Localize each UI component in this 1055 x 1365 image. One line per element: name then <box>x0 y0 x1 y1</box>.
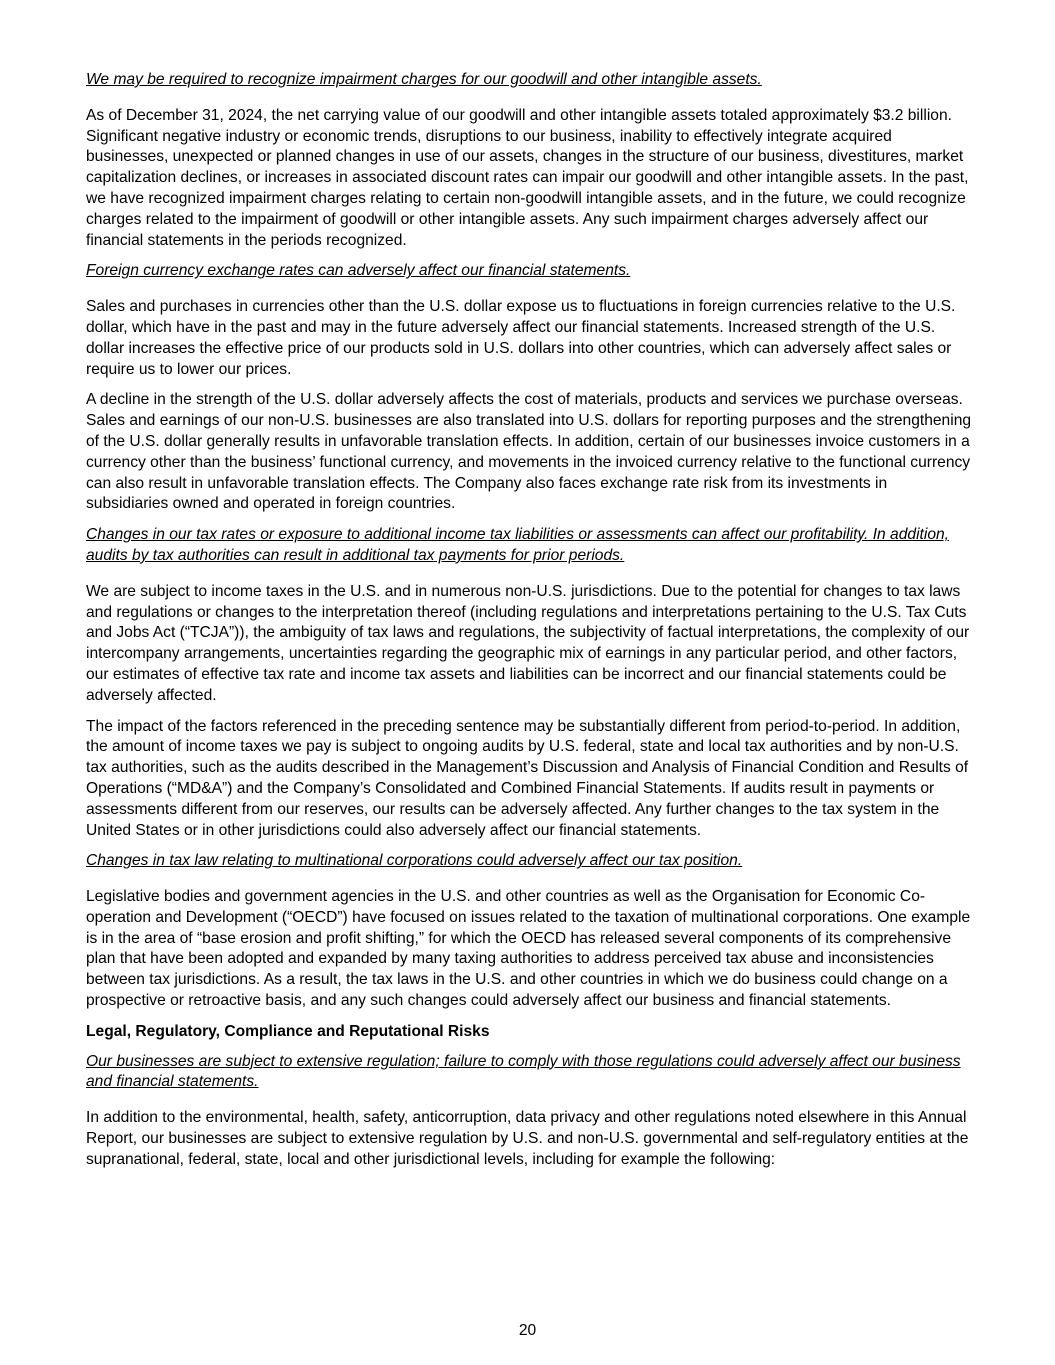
paragraph-impairment: As of December 31, 2024, the net carrying value of our goodwill and other intangible assets totaled approximately $3.2 billion. Significant negative industry or economic trends, disruptions to our business, inability to effectively integrate acquired businesses, unexpected or planned changes in use of our assets, changes in the structure of our business, divestitures, market capitalization declines, or increases in associated discount rates can impair our goodwill and other intangible assets. In the past, we have recognized impairment charges relating to certain non-goodwill intangible assets, and in the future, we could recognize charges related to the impairment of goodwill or other intangible assets. Any such impairment charges adversely affect our financial statements in the periods recognized. <box>86 106 969 249</box>
heading-currency: Foreign currency exchange rates can adversely affect our financial statements. <box>86 262 631 280</box>
document-page <box>86 70 972 1181</box>
section-title-legal-risks: Legal, Regulatory, Compliance and Reputational Risks <box>86 1022 490 1040</box>
heading-impairment: We may be required to recognize impairment charges for our goodwill and other intangible assets. <box>86 71 762 88</box>
heading-tax-law: Changes in tax law relating to multinational corporations could adversely affect our tax position. <box>86 852 743 870</box>
paragraph-currency-2: A decline in the strength of the U.S. dollar adversely affects the cost of materials, products and services we purchase overseas. Sales and earnings of our non-U.S. businesses are also translated into U.S. dollars for reporting purposes and the strengthening of the U.S. dollar generally results in unfavorable translation effects. In addition, certain of our businesses invoice customers in a currency other than the business’ functional currency, and movements in the invoiced currency relative to the functional currency can also result in unfavorable translation effects. The Company also faces exchange rate risk from its investments in subsidiaries owned and operated in foreign countries. <box>86 391 972 513</box>
paragraph-tax-law: Legislative bodies and government agencies in the U.S. and other countries as well as the Organisation for Economic Co-operation and Development (“OECD”) have focused on issues related to the taxation of multinational corporations. One example is in the area of “base erosion and profit shifting,” for which the OECD has released several components of its comprehensive plan that have been adopted and expanded by many taxing authorities to address perceived tax abuse and inconsistencies between tax jurisdictions. As a result, the tax laws in the U.S. and other countries in which we do business could change on a prospective or retroactive basis, and any such changes could adversely affect our business and financial statements. <box>86 888 971 1010</box>
paragraph-currency-1: Sales and purchases in currencies other than the U.S. dollar expose us to fluctuations in foreign currencies relative to the U.S. dollar, which have in the past and may in the future adversely affect our financial statements. Increased strength of the U.S. dollar increases the effective price of our products sold in U.S. dollars into other countries, which can adversely affect sales or require us to lower our prices. <box>86 298 956 378</box>
page-number: 20 <box>518 1322 537 1339</box>
heading-tax-rates: Changes in our tax rates or exposure to additional income tax liabilities or assessments can affect our profitability. In addition, audits by tax authorities can result in additional tax payments for prior periods. <box>86 526 950 564</box>
paragraph-tax-rates-1: We are subject to income taxes in the U.S. and in numerous non-U.S. jurisdictions. Due to the potential for changes to tax laws and regulations or changes to the interpretation thereof (including regulations and interpretations pertaining to the U.S. Tax Cuts and Jobs Act (“TCJA”)), the ambiguity of tax laws and regulations, the subjectivity of factual interpretations, the complexity of our intercompany arrangements, uncertainties regarding the geographic mix of earnings in any particular period, and other factors, our estimates of effective tax rate and income tax assets and liabilities can be incorrect and our financial statements could be adversely affected. <box>86 582 970 704</box>
paragraph-regulation: In addition to the environmental, health, safety, anticorruption, data privacy and other regulations noted elsewhere in this Annual Report, our businesses are subject to extensive regulation by U.S. and non-U.S. governmental and self-regulatory entities at the supranational, federal, state, local and other jurisdictional levels, including for example the following: <box>86 1109 969 1168</box>
paragraph-tax-rates-2: The impact of the factors referenced in the preceding sentence may be substantially different from period-to-period. In addition, the amount of income taxes we pay is subject to ongoing audits by U.S. federal, state and local tax authorities and by non-U.S. tax authorities, such as the audits described in the Management’s Discussion and Analysis of Financial Condition and Results of Operations (“MD&A”) and the Company’s Consolidated and Combined Financial Statements. If audits result in payments or assessments different from our reserves, our results can be adversely affected. Any further changes to the tax system in the United States or in other jurisdictions could also adversely affect our financial statements. <box>86 717 969 839</box>
heading-regulation: Our businesses are subject to extensive regulation; failure to comply with those regulations could adversely affect our business and financial statements. <box>86 1052 961 1091</box>
